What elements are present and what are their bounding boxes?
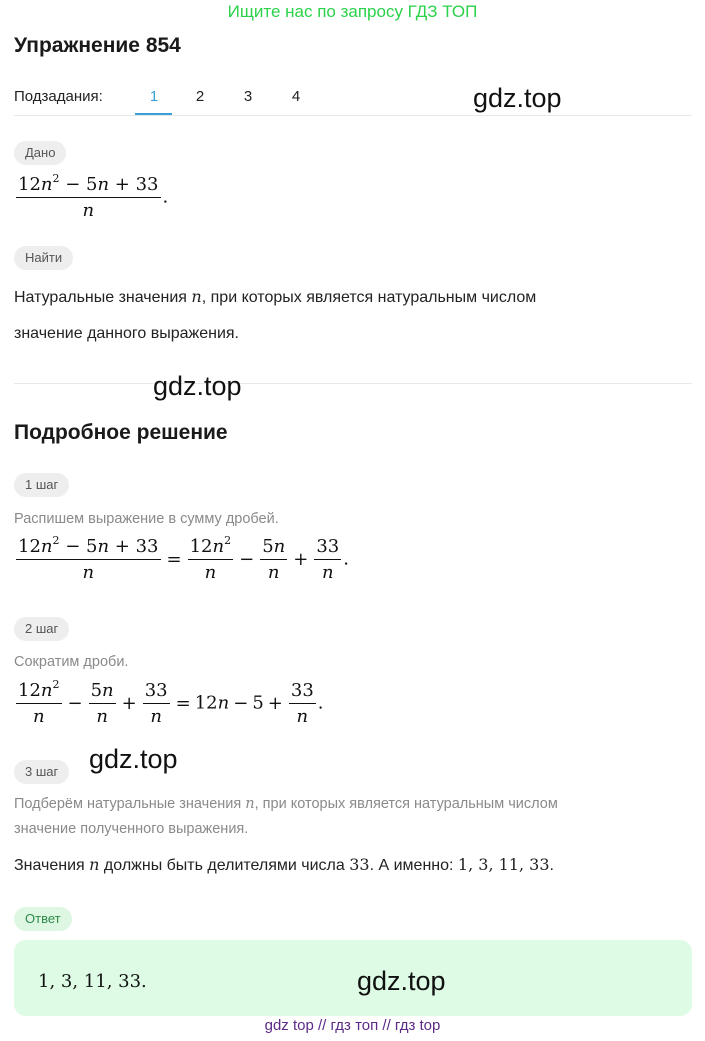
find-text-line1: Натуральные значения n, при которых является натуральным числом	[14, 287, 537, 306]
step-1-text: Распишем выражение в сумму дробей.	[14, 511, 279, 527]
step-1-chip: 1 шаг	[14, 473, 69, 497]
tab-subtask-2[interactable]: 2	[195, 88, 205, 105]
watermark: gdz.top	[357, 966, 446, 996]
watermark: gdz.top	[473, 83, 562, 113]
answer-value: 1, 3, 11, 33.	[38, 971, 147, 992]
step-2-chip: 2 шаг	[14, 617, 69, 641]
step-3-chip: 3 шаг	[14, 760, 69, 784]
given-fraction: $\frac{12n^2 - 5n + 33}{n}$	[18, 172, 159, 221]
exercise-title: Упражнение 854	[14, 34, 181, 57]
top-banner: Ищите нас по запросу ГДЗ ТОП	[227, 2, 478, 21]
step-1-expression: $\frac{12n^2 - 5n + 33}{n}$ = $\frac{12n^2}{n}$ − $\frac{5n}{n}$ + $\frac{33}{n}$ .	[18, 534, 349, 583]
step-2-expression: $\frac{12n^2}{n}$ − $\frac{5n}{n}$ + $\frac{33}{n}$ = 12n − 5 + $\frac{33}{n}$ .	[18, 678, 324, 727]
watermark: gdz.top	[89, 744, 178, 774]
find-chip: Найти	[14, 246, 73, 270]
tab-subtask-4[interactable]: 4	[291, 88, 301, 105]
given-chip: Дано	[14, 141, 66, 165]
solution-heading: Подробное решение	[14, 421, 228, 444]
subtasks-label: Подзадания:	[14, 88, 103, 105]
tabs-divider	[14, 115, 692, 116]
find-text-line2: значение данного выражения.	[14, 325, 239, 342]
given-expression	[14, 174, 168, 221]
step-3-text-line2: значение полученного выражения.	[14, 821, 249, 837]
step-2-text: Сократим дроби.	[14, 654, 129, 670]
section-divider	[14, 383, 692, 384]
tab-subtask-1[interactable]: 1	[149, 88, 159, 105]
answer-chip: Ответ	[14, 907, 72, 931]
step-3-result: Значения n должны быть делителями числа 33. А именно: 1, 3, 11, 33.	[14, 855, 554, 874]
watermark: gdz.top	[153, 371, 242, 401]
given-period: .	[162, 186, 169, 208]
tab-subtask-3[interactable]: 3	[243, 88, 253, 105]
footer-links[interactable]: gdz top // гдз топ // гдз top	[264, 1017, 441, 1034]
step-3-text-line1: Подберём натуральные значения n, при которых является натуральным числом	[14, 796, 558, 812]
